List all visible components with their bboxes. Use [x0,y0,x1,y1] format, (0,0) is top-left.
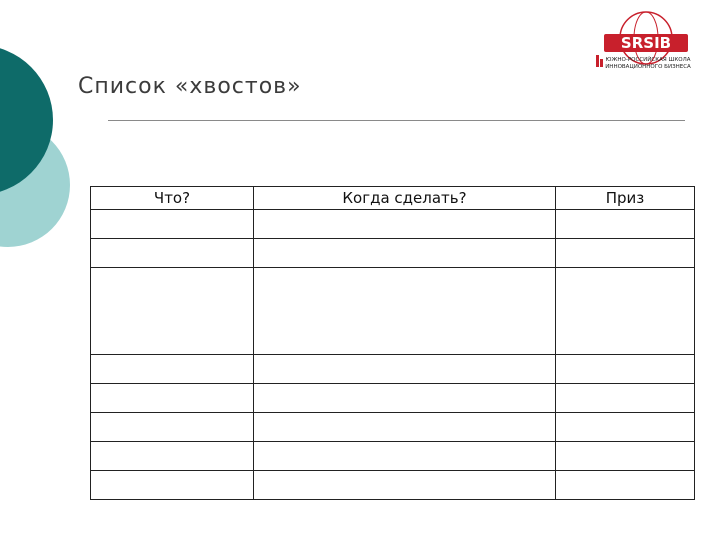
table-cell[interactable] [556,210,695,239]
slide-title: Список «хвостов» [78,74,302,99]
table-cell[interactable] [91,268,254,355]
table-row [91,268,695,355]
table-cell[interactable] [91,355,254,384]
table-cell[interactable] [254,268,556,355]
table-row [91,471,695,500]
title-divider [108,120,685,121]
table-cell[interactable] [556,471,695,500]
table-cell[interactable] [91,239,254,268]
table-cell[interactable] [254,239,556,268]
table-header-row [91,187,695,210]
table-cell[interactable] [556,268,695,355]
table-cell[interactable] [254,471,556,500]
table-cell[interactable] [556,384,695,413]
table-cell[interactable] [556,413,695,442]
table-cell[interactable] [91,413,254,442]
table-cell[interactable] [254,384,556,413]
table-row [91,355,695,384]
table-cell[interactable] [254,442,556,471]
tails-table [90,186,695,500]
table-cell[interactable] [91,384,254,413]
table-cell[interactable] [556,355,695,384]
table-row [91,384,695,413]
srsib-logo [590,8,702,72]
table-row [91,210,695,239]
column-header-when: Когда сделать? [254,187,556,210]
column-header-what: Что? [91,187,254,210]
logo-subtitle-1: ЮЖНО-РОССИЙСКАЯ ШКОЛА [605,57,691,63]
table-cell[interactable] [556,442,695,471]
table-cell[interactable] [91,210,254,239]
column-header-prize: Приз [556,187,695,210]
table-cell[interactable] [556,239,695,268]
table-cell[interactable] [254,355,556,384]
logo-subtitle-2: ИННОВАЦИОННОГО БИЗНЕСА [605,64,691,70]
table-cell[interactable] [254,413,556,442]
table-row [91,239,695,268]
table-row [91,442,695,471]
logo-name: SRSIB [620,34,672,52]
table-cell[interactable] [91,442,254,471]
table-cell[interactable] [91,471,254,500]
table-row [91,413,695,442]
table-cell[interactable] [254,210,556,239]
